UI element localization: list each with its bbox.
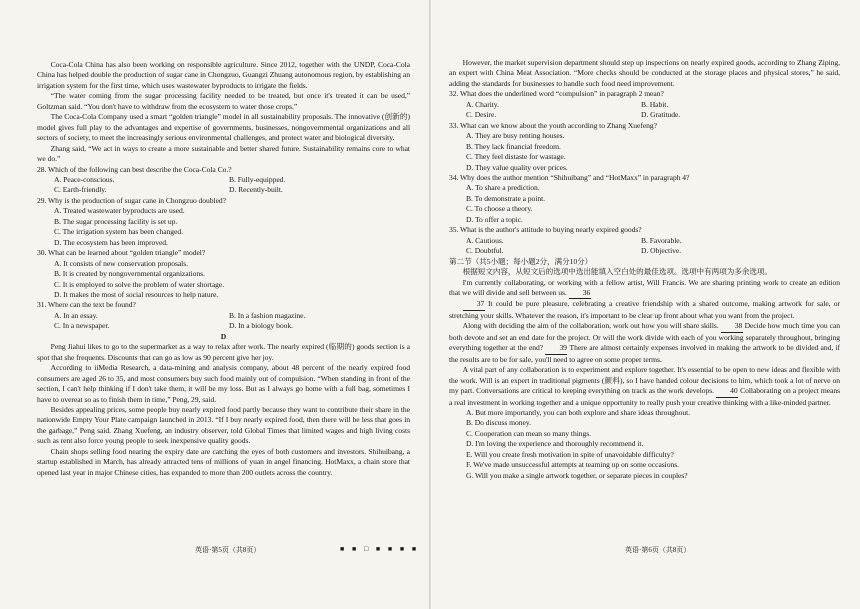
option: A. They are busy renting houses. xyxy=(466,131,565,141)
option: A. Cautious. xyxy=(466,235,504,245)
option: B. It is created by nongovernmental organizations. xyxy=(54,269,205,279)
question-32 xyxy=(449,89,840,120)
option: C. To choose a theory. xyxy=(466,204,533,214)
paragraph: Chain shops selling food nearing the expiry date are catching the eyes of both customers and investors. Shihuibang, a startup established in March, has already attracted tens of millions of yuan in angel financing. HotMaxx, a chain store that opened last year in major Chinese cities, has expanded to more than 200 outlets across the country. xyxy=(37,446,410,477)
question-stem: 34. Why does the author mention “Shihuibang” and “HotMaxx” in paragraph 4? xyxy=(449,172,690,182)
option: E. Will you create fresh motivation in spite of unavoidable difficulty? xyxy=(466,449,674,459)
option: A. Peace-conscious. xyxy=(54,174,115,184)
option: D. Objective. xyxy=(641,246,682,256)
blank-40: 40 xyxy=(716,386,738,397)
cloze-text: Decide how much time you can both devote and set an end date for the project. Or will the work divide with each of you working separately throughout, bringing everything together at the end? xyxy=(449,321,840,353)
page-footer: 英语·第5页（共8页） xyxy=(195,546,261,554)
cloze-paragraph xyxy=(449,278,840,300)
option: B. To demonstrate a point. xyxy=(466,193,546,203)
question-34 xyxy=(449,173,840,225)
page-footer: 英语·第6页（共8页） xyxy=(625,546,691,554)
option: B. Habit. xyxy=(641,99,669,109)
option: A. In an essay. xyxy=(54,310,98,320)
option: B. The sugar processing facility is set up. xyxy=(54,216,178,226)
question-stem: 29. Why is the production of sugar cane in Chongzuo doubled? xyxy=(37,195,226,205)
cloze-text: Collaborating on a project means a real investment in working together and a unique opportunity to really push your creative thinking with a like-minded partner. xyxy=(449,386,841,407)
section-letter: D xyxy=(220,331,227,341)
paragraph: The Coca-Cola Company used a smart “golden triangle” model in all sustainability proposals. The innovative (创新的) model gives full play to the advantages and expertise of governments, businesses, nongovernmental organizations and all sectors of society, to meet the increasingly serious environmental challenges, and protect water and biological diversity. xyxy=(37,112,410,143)
option: D. To offer a topic. xyxy=(466,214,523,224)
cloze-text: There are almost certainly expenses involved in making the artwork to be divided and, if the results are to be for sale, you'll need to agree on some proper terms. xyxy=(449,343,840,364)
option: A. To share a prediction. xyxy=(466,183,540,193)
question-31 xyxy=(37,300,410,331)
option: A. But more importantly, you can both explore and share ideas throughout. xyxy=(466,407,691,417)
question-30 xyxy=(37,248,410,300)
question-stem: 31. Where can the text be found? xyxy=(37,300,136,310)
blank-36: 36 xyxy=(569,288,591,299)
question-stem: 33. What can we know about the youth according to Zhang Xuefeng? xyxy=(449,120,657,130)
option: D. Gratitude. xyxy=(641,110,681,120)
section2-instructions: 根据短文内容，从短文后的选项中选出能填入空白处的最佳选项。选项中有两项为多余选项。 xyxy=(462,267,772,277)
option: A. It consists of new conservation proposals. xyxy=(54,258,188,268)
question-stem: 35. What is the author's attitude to buying nearly expired goods? xyxy=(449,225,642,235)
cloze-text: A vital part of any collaboration is to experiment and explore together. It's essential to be open to new ideas and flexible with the work. Will is an expert in traditional pigments (颜料), so I have handed colour decisions to him, which took a lot of nerve on my part. Conversations are critical to keeping everything on track as the work develops. xyxy=(449,365,840,396)
option: C. They feel distaste for wastage. xyxy=(466,152,566,162)
question-stem: 30. What can be learned about “golden triangle” model? xyxy=(37,248,206,258)
option: C. The irrigation system has been changed. xyxy=(54,227,183,237)
question-35 xyxy=(449,225,840,256)
option: C. Desire. xyxy=(466,110,497,120)
right-page xyxy=(430,0,860,609)
blank-39: 39 xyxy=(545,343,567,354)
option: B. They lack financial freedom. xyxy=(466,141,561,151)
question-stem: 28. Which of the following can best describe the Coca-Cola Co.? xyxy=(37,164,232,174)
option: D. Recently-built. xyxy=(229,185,283,195)
blank-37: 37 xyxy=(463,299,485,310)
option: D. I'm loving the experience and thoroughly recommend it. xyxy=(466,439,644,449)
option: B. In a fashion magazine. xyxy=(229,310,306,320)
paragraph: “The water coming from the sugar processing facility needed to be treated, but once it's treated it can be used,” Goltzman said. “You don't have to withdraw from the ecosystem to water those crops.” xyxy=(37,91,410,111)
cloze-paragraph xyxy=(449,321,840,365)
cloze-text: It could be pure pleasure, celebrating a creative friendship with a shared outcome, making artwork for sale, or stretching your skills. Whatever the reason, it's important to be clear up front about what you want from the project. xyxy=(449,299,840,320)
section2-title: 第二节（共5小题；每小题2分，满分10分） xyxy=(449,256,593,266)
paragraph: According to iiMedia Research, a data-mining and analysis company, about 48 percent of the nearly expired food consumers are aged 26 to 35, and most consumers buy such food mainly out of compulsion. “When standing in front of the section, I can't help thinking if I don't take them, it will be my loss. But as I always go home with a full bag, sometimes I have to overeat so as to finish them in time,” Peng, 29, said. xyxy=(37,363,410,404)
binding-marks: ■ ■ □ ■ ■ ■ ■ xyxy=(340,545,420,553)
cloze-options xyxy=(449,408,840,481)
cloze-paragraph xyxy=(449,299,840,321)
paragraph: Peng Jiahui likes to go to the supermarket as a way to relax after work. The nearly expired (临期的) goods section is a spot that she frequents. Discounts that can go as low as 90 percent give her joy. xyxy=(37,342,410,362)
cloze-paragraph xyxy=(449,365,840,408)
paragraph: Besides appealing prices, some people buy nearly expired food partly because they want to contribute their share in the nationwide Empty Your Plate campaign launched in 2013. “If I buy nearly expired food, then there will be less that goes in the garbage,” Peng said. Zhang Xuefeng, an industry observer, told Global Times that limited wages and high living costs such as rent also force young people to seek inexpensive quality goods. xyxy=(37,404,410,446)
option: C. Cooperation can mean so many things. xyxy=(466,428,592,438)
option: C. Doubtful. xyxy=(466,246,504,256)
cloze-text: I'm currently collaborating, or working with a fellow artist, Will Francis. We are sharing printing work to create an edition that we will divide and sell between us. xyxy=(449,277,840,297)
option: D. In a biology book. xyxy=(229,321,293,331)
cloze-text: Along with deciding the aim of the collaboration, work out how you will share skills. xyxy=(462,321,719,331)
question-stem: 32. What does the underlined word “compulsion” in paragraph 2 mean? xyxy=(449,89,664,99)
option: D. It makes the most of social resources to help nature. xyxy=(54,289,219,299)
option: G. Will you make a single artwork together, or separate pieces in couples? xyxy=(466,470,688,480)
question-33 xyxy=(449,121,840,173)
question-29 xyxy=(37,196,410,248)
option: C. It is employed to solve the problem of water shortage. xyxy=(54,279,225,289)
option: B. Do discuss money. xyxy=(466,418,531,428)
option: B. Favorable. xyxy=(641,235,682,245)
paragraph: Zhang said, “We act in ways to create a more sustainable and better shared future. Sustainability remains core to what we do.” xyxy=(37,143,410,164)
paragraph: Coca-Cola China has also been working on responsible agriculture. Since 2012, together with the UNDP, Coca-Cola China has helped double the production of sugar cane in Chongzuo, Guangzi Zhuang autonomous region, by establishing an irrigation system for the first time, which uses wastewater byproducts to irrigate the fields. xyxy=(37,60,410,90)
question-28 xyxy=(37,165,410,196)
option: A. Treated wastewater byproducts are used. xyxy=(54,206,185,216)
option: B. Fully-equipped. xyxy=(229,174,286,184)
option: D. They value quality over prices. xyxy=(466,162,568,172)
option: C. Earth-friendly. xyxy=(54,185,107,195)
option: F. We've made unsuccessful attempts at teaming up on some occasions. xyxy=(466,460,679,470)
option: D. The ecosystem has been improved. xyxy=(54,237,168,247)
option: A. Charity. xyxy=(466,99,499,109)
blank-38: 38 xyxy=(721,321,743,332)
option: C. In a newspaper. xyxy=(54,321,110,331)
paragraph: However, the market supervision department should step up inspections on nearly expired goods, according to Zhang Ziping, an expert with China Meat Association. “More checks should be conducted at the storage places and physical stores,” he said, adding the standards for businesses to handle such food need improvement. xyxy=(449,58,840,88)
